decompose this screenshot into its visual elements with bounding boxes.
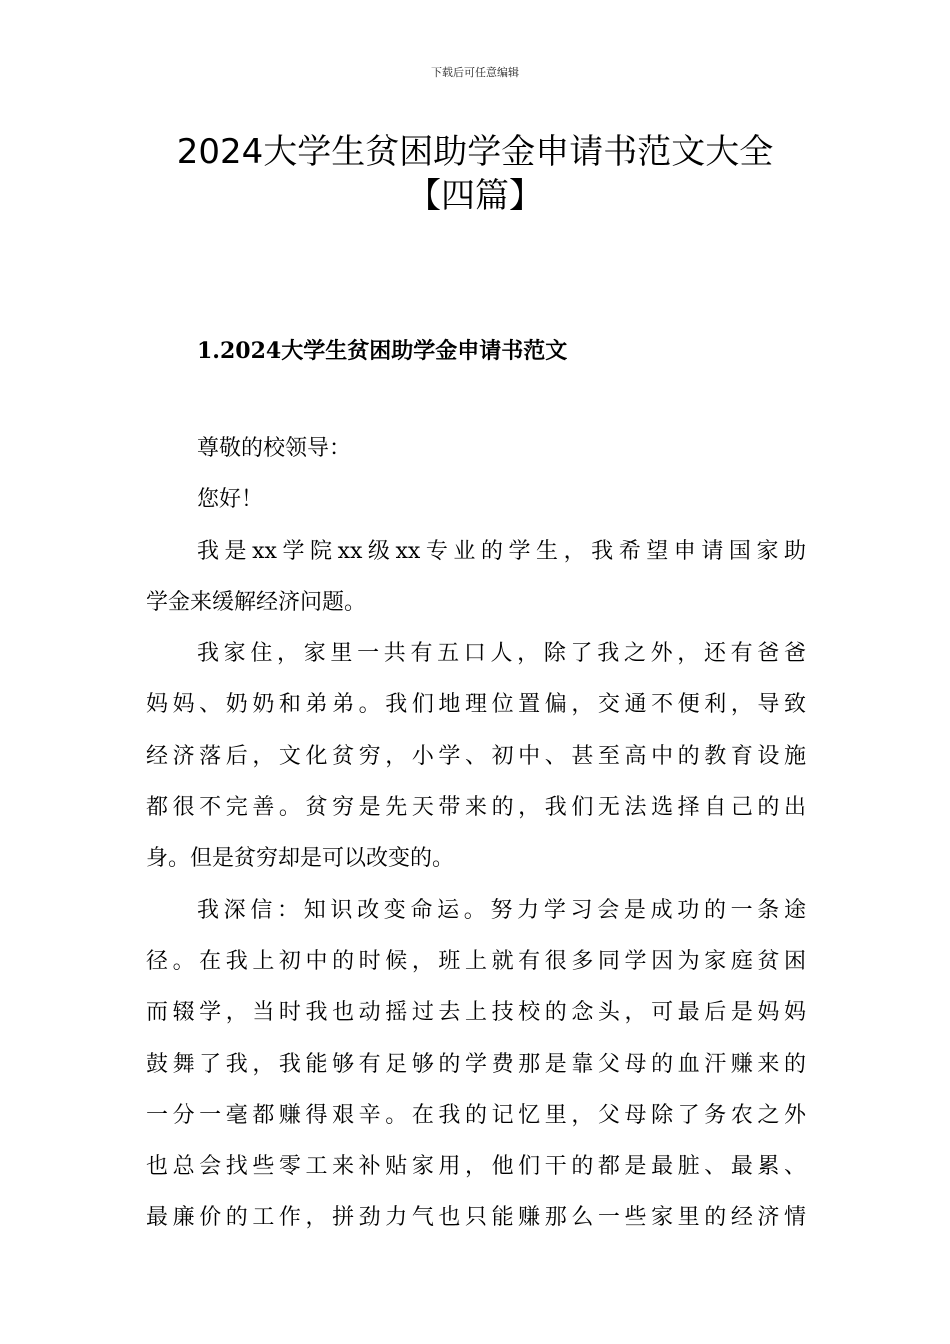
paragraph-line: 一分一毫都赚得艰辛。在我的记忆里，父母除了务农之外 [146, 1102, 806, 1128]
paragraph-line: 妈妈、奶奶和弟弟。我们地理位置偏，交通不便利，导致 [146, 692, 806, 718]
section-heading: 1.2024大学生贫困助学金申请书范文 [197, 338, 568, 364]
greeting-line: 您好！ [197, 487, 264, 513]
document-title-line-2: 【四篇】 [407, 176, 543, 216]
paragraph-line: 鼓舞了我，我能够有足够的学费那是靠父母的血汗赚来的 [146, 1051, 806, 1077]
paragraph-line: 经济落后，文化贫穷，小学、初中、甚至高中的教育设施 [146, 743, 806, 769]
paragraph-line: 我家住，家里一共有五口人，除了我之外，还有爸爸 [197, 641, 806, 667]
header-note: 下载后可任意编辑 [431, 66, 519, 79]
paragraph-line: 都很不完善。贫穷是先天带来的，我们无法选择自己的出 [146, 795, 806, 821]
paragraph-line: 而辍学，当时我也动摇过去上技校的念头，可最后是妈妈 [146, 1000, 806, 1026]
paragraph-2 [146, 635, 806, 878]
salutation-paragraph [146, 430, 806, 468]
document-title-line-1: 2024大学生贫困助学金申请书范文大全 [176, 132, 774, 172]
greeting-paragraph [146, 481, 806, 519]
paragraph-line: 径。在我上初中的时候，班上就有很多同学因为家庭贫困 [146, 948, 806, 974]
paragraph-line: 身。但是贫穷却是可以改变的。 [146, 846, 455, 872]
paragraph-3 [146, 892, 806, 1238]
paragraph-1 [146, 533, 806, 622]
paragraph-line: 我是xx学院xx级xx专业的学生，我希望申请国家助 [197, 538, 806, 564]
document-body [146, 430, 806, 1251]
paragraph-line: 学金来缓解经济问题。 [146, 589, 367, 615]
paragraph-line: 我深信：知识改变命运。努力学习会是成功的一条途 [197, 897, 806, 923]
document-title [100, 130, 850, 218]
paragraph-line: 最廉价的工作，拼劲力气也只能赚那么一些家里的经济情 [146, 1205, 806, 1231]
paragraph-line: 也总会找些零工来补贴家用，他们干的都是最脏、最累、 [146, 1154, 806, 1180]
salutation-line: 尊敬的校领导： [197, 436, 352, 461]
